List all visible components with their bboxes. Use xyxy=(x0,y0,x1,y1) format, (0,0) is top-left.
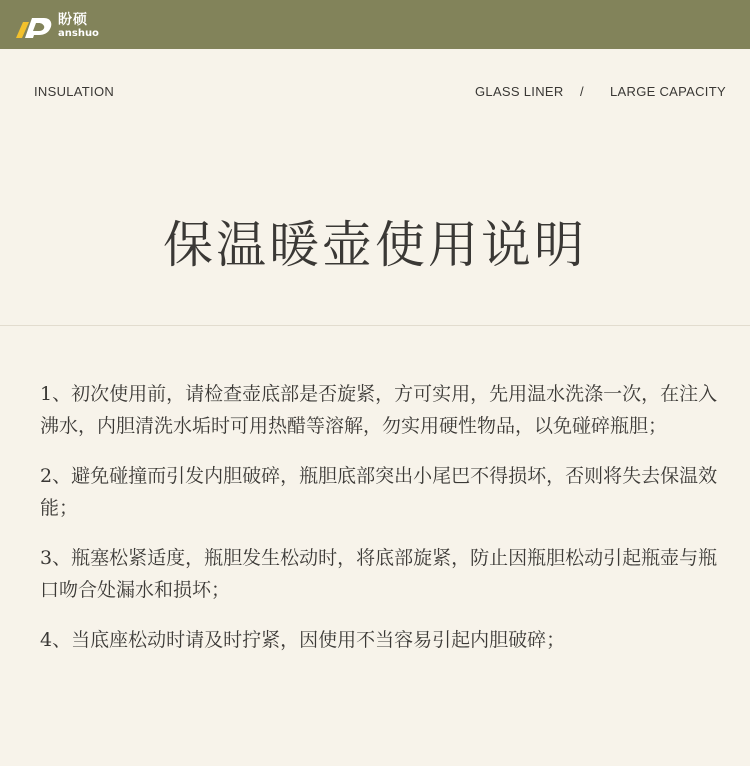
logo-mark-icon xyxy=(14,12,54,40)
feature-label-insulation: INSULATION xyxy=(34,84,115,99)
brand-logo[interactable] xyxy=(14,12,99,40)
feature-label-large-capacity: LARGE CAPACITY xyxy=(610,84,726,99)
brand-name-en: anshuo xyxy=(58,28,99,39)
instructions-list xyxy=(40,378,730,674)
page-title: 保温暖壶使用说明 xyxy=(163,216,587,274)
section-divider xyxy=(0,325,750,326)
instruction-item-2: 2、避免碰撞而引发内胆破碎，瓶胆底部突出小尾巴不得损坏，否则将失去保温效能； xyxy=(40,465,718,519)
instruction-item-1: 1、初次使用前，请检查壶底部是否旋紧，方可实用，先用温水洗涤一次，在注入沸水，内胆清洗水垢时可用热醋等溶解，勿实用硬性物品，以免碰碎瓶胆； xyxy=(40,383,718,437)
instruction-item-3: 3、瓶塞松紧适度，瓶胆发生松动时，将底部旋紧，防止因瓶胆松动引起瓶壶与瓶口吻合处漏水和损坏； xyxy=(40,547,718,601)
brand-name-cn: 盼硕 xyxy=(58,12,88,28)
feature-separator: / xyxy=(580,84,584,99)
feature-label-glass-liner: GLASS LINER xyxy=(475,84,564,99)
instruction-item-4: 4、当底座松动时请及时拧紧，因使用不当容易引起内胆破碎； xyxy=(40,629,566,651)
top-bar xyxy=(0,0,750,49)
